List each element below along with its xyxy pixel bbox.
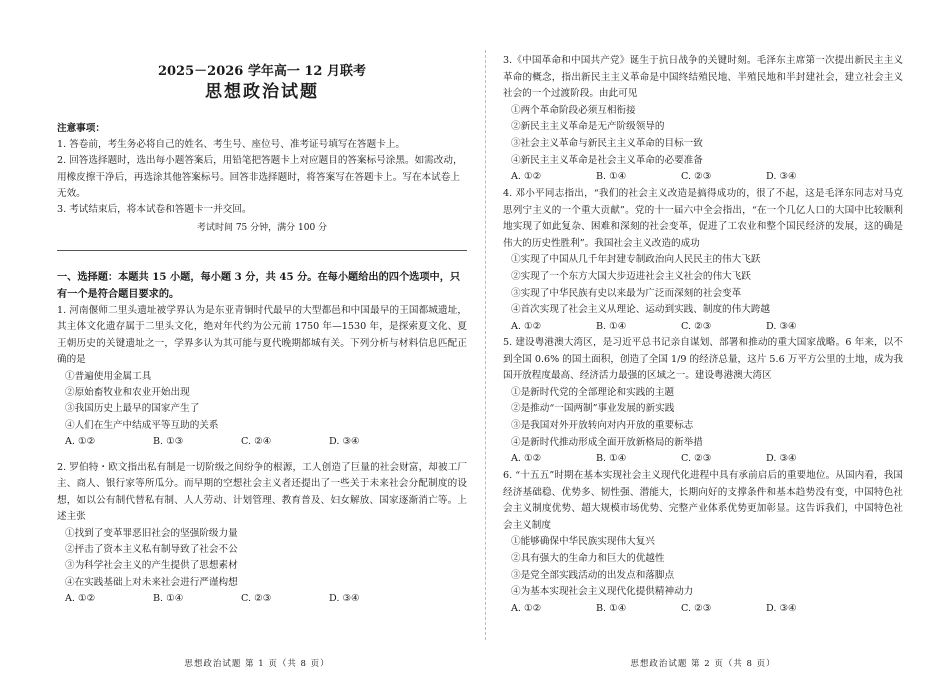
page-footer-left: 思想政治试题 第 1 页（共 8 页） bbox=[184, 659, 330, 669]
statement-option: ②具有强大的生命力和巨大的优越性 bbox=[511, 552, 665, 564]
choice-b: B. ①③ bbox=[153, 436, 184, 448]
statement-option: ①能够确保中华民族实现伟大复兴 bbox=[511, 536, 655, 548]
exam-title: 2025－2026 学年高一 12 月联考 bbox=[157, 64, 367, 79]
statement-option: ④为基本实现社会主义现代化提供精神动力 bbox=[511, 586, 694, 598]
statement-option: ④新民主主义革命是社会主义革命的必要准备 bbox=[511, 154, 703, 166]
notice-block bbox=[57, 121, 467, 236]
choice-c: C. ②④ bbox=[241, 436, 272, 448]
statement-option: ②原始畜牧业和农业开始出现 bbox=[65, 387, 190, 399]
statement-option: ②新民主主义革命是无产阶级领导的 bbox=[511, 121, 665, 133]
right-page bbox=[503, 0, 903, 673]
statement-option: ①实现了中国从几千年封建专制政治向人民民主的伟大飞跃 bbox=[511, 254, 761, 266]
answer-choices bbox=[503, 601, 903, 618]
statement-option: ④人们在生产中结成平等互助的关系 bbox=[65, 419, 219, 431]
separator-line bbox=[57, 250, 467, 251]
answer-choices bbox=[503, 169, 903, 186]
statement-option: ④在实践基础上对未来社会进行严谨构想 bbox=[65, 576, 238, 588]
notice-item: 3. 考试结束后，将本试卷和答题卡一并交回。 bbox=[57, 204, 252, 216]
notice-item: 2. 回答选择题时，选出每小题答案后，用铅笔把答题卡上对应题目的答案标号涂黑。如需改动，用橡皮擦干净后，再选涂其他答案标号。回答非选择题时，将答案写在答题卡上。写在本试卷上无效。 bbox=[57, 155, 463, 199]
page-divider bbox=[485, 50, 486, 640]
left-page bbox=[57, 0, 467, 673]
exam-info: 考试时间 75 分钟，满分 100 分 bbox=[196, 223, 328, 234]
question-3 bbox=[503, 53, 903, 186]
question-stem: 4. 邓小平同志指出，“我们的社会主义改造是搞得成功的，很了不起，这是毛泽东同志对马克思列宁主义的一个重大贡献”。党的十一届六中全会指出，“在一个几亿人口的大国中比较顺利地实现了如此复杂、困难和深刻的社会变革，促进了工农业和整个国民经济的发展，这的确是伟大的历史性胜利”。我国社会主义改造的成功 bbox=[503, 188, 903, 249]
statement-option: ③是我国对外开放转向对内开放的重要标志 bbox=[511, 419, 694, 431]
choice-c: C. ②③ bbox=[681, 320, 712, 332]
choice-a: A. ①② bbox=[511, 171, 542, 183]
choice-b: B. ①④ bbox=[596, 171, 627, 183]
choice-d: D. ③④ bbox=[766, 453, 797, 465]
notice-heading: 注意事项： bbox=[57, 123, 105, 134]
page-footer-right: 思想政治试题 第 2 页（共 8 页） bbox=[630, 659, 776, 669]
question-stem: 5. 建设粤港澳大湾区，是习近平总书记亲自谋划、部署和推动的重大国家战略。6 年来，以不到全国 0.6% 的国土面积，创造了全国 1/9 的经济总量，这片 5.6 万平方公里的土地，成为我国开放程度最高、经济活力最强的区域之一。建设粤港澳大湾区 bbox=[503, 337, 903, 382]
choice-c: C. ②③ bbox=[241, 593, 272, 605]
statement-option: ④是新时代推动形成全面开放新格局的新举措 bbox=[511, 436, 703, 448]
choice-b: B. ①④ bbox=[596, 602, 627, 614]
notice-item: 1. 答卷前，考生务必将自己的姓名、考生号、座位号、准考证号填写在答题卡上。 bbox=[57, 139, 405, 151]
answer-choices bbox=[503, 319, 903, 336]
question-stem: 1. 河南偃师二里头遗址被学界认为是东亚青铜时代最早的大型都邑和中国最早的王国都城遗址，其主体文化遗存属于二里头文化，绝对年代约为公元前 1750 年—1530 年，是探索夏文化、夏王朝历史的关键遗址之一，学界多认为其可能与夏代晚期都城有关。下列分析与材料信息匹配正确的是 bbox=[57, 305, 467, 366]
statement-option: ①是新时代党的全部理论和实践的主题 bbox=[511, 386, 675, 398]
statement-option: ③我国历史上最早的国家产生了 bbox=[65, 403, 200, 415]
choice-a: A. ①② bbox=[511, 320, 542, 332]
answer-choices bbox=[57, 434, 467, 450]
statement-option: ①普遍使用金属工具 bbox=[65, 370, 152, 382]
choice-a: A. ①② bbox=[511, 453, 542, 465]
answer-choices bbox=[503, 451, 903, 468]
choice-d: D. ③④ bbox=[329, 593, 360, 605]
statement-option: ③社会主义革命与新民主主义革命的目标一致 bbox=[511, 137, 703, 149]
choice-c: C. ②③ bbox=[681, 171, 712, 183]
choice-a: A. ①② bbox=[65, 436, 96, 448]
choice-d: D. ③④ bbox=[329, 436, 360, 448]
statement-option: ③是党全部实践活动的出发点和落脚点 bbox=[511, 569, 675, 581]
question-stem: 6. “十五五”时期在基本实现社会主义现代化进程中具有承前启后的重要地位。从国内看，我国经济基础稳、优势多、韧性强、潜能大，长期向好的支撑条件和基本趋势没有变，中国特色社会主义制度优势、超大规模市场优势、完整产业体系优势更加彰显。这告诉我们，中国特色社会主义制度 bbox=[503, 470, 903, 531]
choice-b: B. ①④ bbox=[596, 453, 627, 465]
statement-option: ②是推动“一国两制”事业发展的新实践 bbox=[511, 403, 675, 415]
choice-a: A. ①② bbox=[511, 602, 542, 614]
question-2 bbox=[57, 460, 467, 608]
question-stem: 2. 罗伯特・欧文指出私有制是一切阶级之间纷争的根源，工人创造了巨量的社会财富，却被工厂主、商人、银行家等所瓜分。而早期的空想社会主义者还提出了一些关于未来社会分配制度的设想，如以公有制代替私有制、人人劳动、计划管理、教育普及、妇女解放、国家逐渐消亡等。上述主张 bbox=[57, 462, 467, 523]
choice-d: D. ③④ bbox=[766, 602, 797, 614]
statement-option: ③实现了中华民族有史以来最为广泛而深刻的社会变革 bbox=[511, 287, 742, 299]
statement-option: ①两个革命阶段必须互相衔接 bbox=[511, 104, 636, 116]
question-5 bbox=[503, 335, 903, 468]
choice-c: C. ②③ bbox=[681, 602, 712, 614]
statement-option: ①找到了变革罪恶旧社会的坚强阶级力量 bbox=[65, 527, 238, 539]
choice-c: C. ②③ bbox=[681, 453, 712, 465]
section-title: 一、选择题：本题共 15 小题，每小题 3 分，共 45 分。在每小题给出的四个选项中，只有一个是符合题目要求的。 bbox=[57, 271, 461, 300]
choice-a: A. ①② bbox=[65, 593, 96, 605]
question-1 bbox=[57, 303, 467, 451]
choice-d: D. ③④ bbox=[766, 320, 797, 332]
statement-option: ③为科学社会主义的产生提供了思想素材 bbox=[65, 560, 238, 572]
question-stem: 3.《中国革命和中国共产党》诞生于抗日战争的关键时刻。毛泽东主席第一次提出新民主主义革命的概念，指出新民主主义革命是中国终结殖民地、半殖民地和半封建社会，建立社会主义社会的一个过渡阶段。由此可见 bbox=[503, 55, 903, 100]
statement-option: ②抨击了资本主义私有制导致了社会不公 bbox=[65, 544, 238, 556]
answer-choices bbox=[57, 591, 467, 607]
statement-option: ④首次实现了社会主义从理论、运动到实践、制度的伟大跨越 bbox=[511, 304, 771, 316]
choice-d: D. ③④ bbox=[766, 171, 797, 183]
question-6 bbox=[503, 468, 903, 617]
choice-b: B. ①④ bbox=[596, 320, 627, 332]
subject-title: 思想政治试题 bbox=[205, 82, 319, 102]
question-4 bbox=[503, 186, 903, 335]
statement-option: ②实现了一个东方大国大步迈进社会主义社会的伟大飞跃 bbox=[511, 270, 751, 282]
choice-b: B. ①④ bbox=[153, 593, 184, 605]
